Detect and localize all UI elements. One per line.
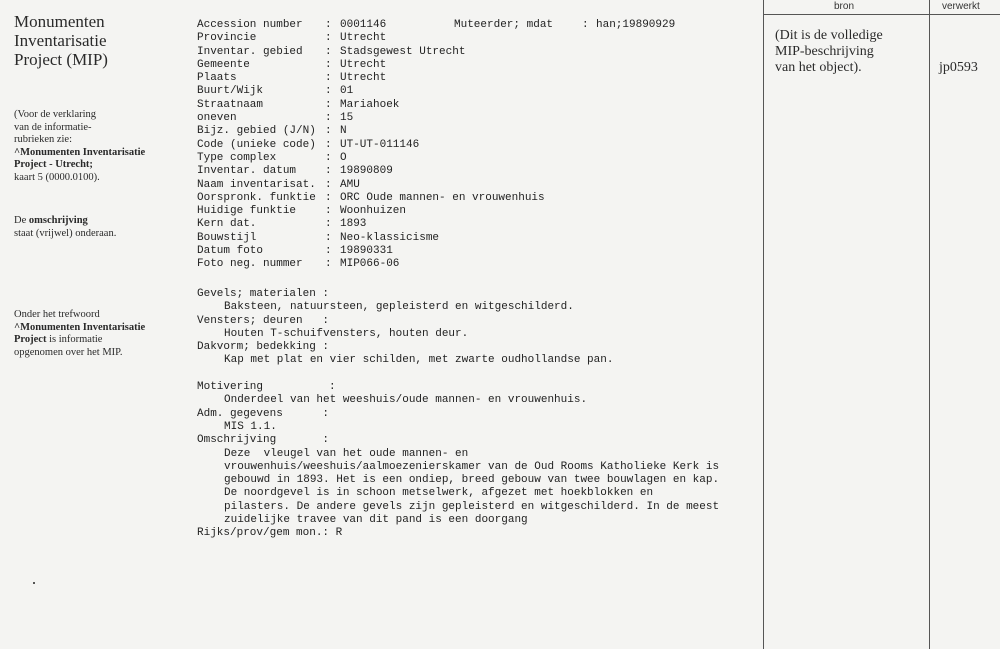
field-value: 15 [340,112,354,125]
field-colon: : [325,32,332,45]
verwerkt-value: jp0593 [939,60,978,75]
bron-note-line: (Dit is de volledige [775,28,883,43]
bron-note-line: van het object). [775,60,862,75]
field-label: Datum foto [197,245,264,258]
motivering-label: Motivering : [197,381,336,394]
note-line: opgenomen over het MIP. [14,346,123,358]
field-value: 19890331 [340,245,393,258]
description-block [197,288,757,541]
dakvorm-text: Kap met plat en vier schilden, met zwarte oudhollandse pan. [224,354,614,367]
sidebar [14,12,174,358]
field-label: Buurt/Wijk [197,85,264,98]
column-header-bron: bron [834,1,855,12]
field-value: Utrecht [340,58,387,71]
vensters-text: Houten T-schuifvensters, houten deur. [224,327,469,340]
adm-label: Adm. gegevens : [197,407,330,420]
note-line: kaart 5 (0000.0100). [14,171,100,183]
field-value: Neo-klassicisme [340,231,440,244]
field-colon: : [325,98,332,111]
note-bold: omschrijving [28,215,88,226]
field-label: Huidige funktie [197,205,297,218]
field-colon: : [325,138,332,151]
field-label: Oorspronk. funktie [197,191,316,204]
field-colon: : [325,165,332,178]
field-value: Utrecht [340,72,387,85]
field-colon: : [325,231,332,244]
field-colon: : [325,72,332,85]
title-line: Project (MIP) [14,50,108,69]
dakvorm-label: Dakvorm; bedekking : [197,341,330,354]
field-value: ORC Oude mannen- en vrouwenhuis [340,191,545,204]
field-value: 0001146 [340,19,387,31]
note-line: van de informatie- [14,121,92,133]
omschrijving-line: Deze vleugel van het oude mannen- en [224,447,469,460]
header-divider [763,14,1000,15]
title-line: Monumenten [14,12,105,31]
omschrijving-line: gebouwd in 1893. Het is een ondiep, breed gebouw van twee bouwlagen en kap. [224,474,720,487]
field-colon: : [325,218,332,231]
field-colon: : [325,112,332,125]
field-label: Type complex [197,151,277,164]
note-line: (Voor de verklaring [14,109,97,120]
omschrijving-line: De noordgevel is in schoon metselwerk, afgezet met hoekblokken en [224,487,654,500]
note-line: Onder het trefwoord [14,309,100,320]
field-value: MIP066-06 [340,258,400,271]
mutation-info [454,19,676,72]
field-colon: : [325,19,332,31]
field-value: Mariahoek [340,98,400,111]
note-reference-bold: ^Monumenten Inventarisatie [14,146,146,158]
scan-speck [33,582,35,584]
field-colon: : [325,85,332,98]
adm-text: MIS 1.1. [224,420,277,433]
note-text: is informatie [46,334,103,345]
field-label: Bijz. gebied (J/N) [197,125,316,138]
field-value: 19890809 [340,165,393,178]
field-label: Plaats [197,72,237,85]
rijks-label: Rijks/prov/gem mon.: [197,527,330,540]
omschrijving-line: vrouwenhuis/weeshuis/aalmoezenierskamer van de Oud Rooms Katholieke Kerk is [224,460,720,473]
field-value: O [340,151,347,164]
field-colon: : [325,125,332,138]
field-colon: : [325,58,332,71]
field-label: Straatnaam [197,98,264,111]
field-value: Utrecht [340,32,387,45]
field-label: Accession number [197,19,303,31]
note-line: rubrieken zie: [14,134,73,145]
note-reference-bold: Project - Utrecht; [14,159,93,170]
field-value: 01 [340,85,354,98]
rijks-value: R [335,527,343,540]
info-note [14,109,174,184]
field-value: UT-UT-011146 [340,138,420,151]
field-label: oneven [197,112,237,125]
column-header-verwerkt: verwerkt [942,1,980,12]
omschrijving-label: Omschrijving : [197,434,330,447]
field-label: Bouwstijl [197,231,257,244]
omschrijving-line: pilasters. De andere gevels zijn gepleisterd en witgeschilderd. In de meest [224,500,720,513]
mutation-value: han;19890929 [596,19,676,31]
mutation-colon: : [582,19,589,31]
gevels-text: Baksteen, natuursteen, gepleisterd en witgeschilderd. [224,301,574,314]
description-note [14,215,174,240]
field-label: Naam inventarisat. [197,178,316,191]
note-text: De [14,215,29,226]
field-label: Foto neg. nummer [197,258,303,271]
field-colon: : [325,205,332,218]
field-label: Inventar. gebied [197,45,303,58]
column-divider [763,0,764,649]
field-label: Provincie [197,32,257,45]
field-label: Kern dat. [197,218,257,231]
page-title [14,12,174,69]
field-label: Gemeente [197,58,250,71]
mutation-label: Muteerder; mdat [454,19,554,31]
field-colon: : [325,151,332,164]
field-value: 1893 [340,218,367,231]
field-label: Code (unieke code) [197,138,316,151]
title-line: Inventarisatie [14,31,107,50]
column-divider [929,0,930,649]
field-colon: : [325,191,332,204]
field-value: Woonhuizen [340,205,407,218]
field-value: AMU [340,178,360,191]
field-colon: : [325,245,332,258]
note-line: staat (vrijwel) onderaan. [14,227,117,239]
omschrijving-line: zuidelijke travee van dit pand is een doorgang [224,514,528,527]
field-colon: : [325,178,332,191]
motivering-text: Onderdeel van het weeshuis/oude mannen- en vrouwenhuis. [224,394,588,407]
mip-note [14,309,174,359]
note-reference-bold: ^Monumenten Inventarisatie [14,321,146,333]
field-label: Inventar. datum [197,165,297,178]
field-colon: : [325,258,332,271]
vensters-label: Vensters; deuren : [197,314,330,327]
field-value: N [340,125,347,138]
note-reference-bold: Project [14,334,47,345]
field-value: Stadsgewest Utrecht [340,45,466,58]
bron-note [775,28,925,76]
gevels-label: Gevels; materialen : [197,288,330,300]
field-colon: : [325,45,332,58]
bron-note-line: MIP-beschrijving [775,44,874,59]
